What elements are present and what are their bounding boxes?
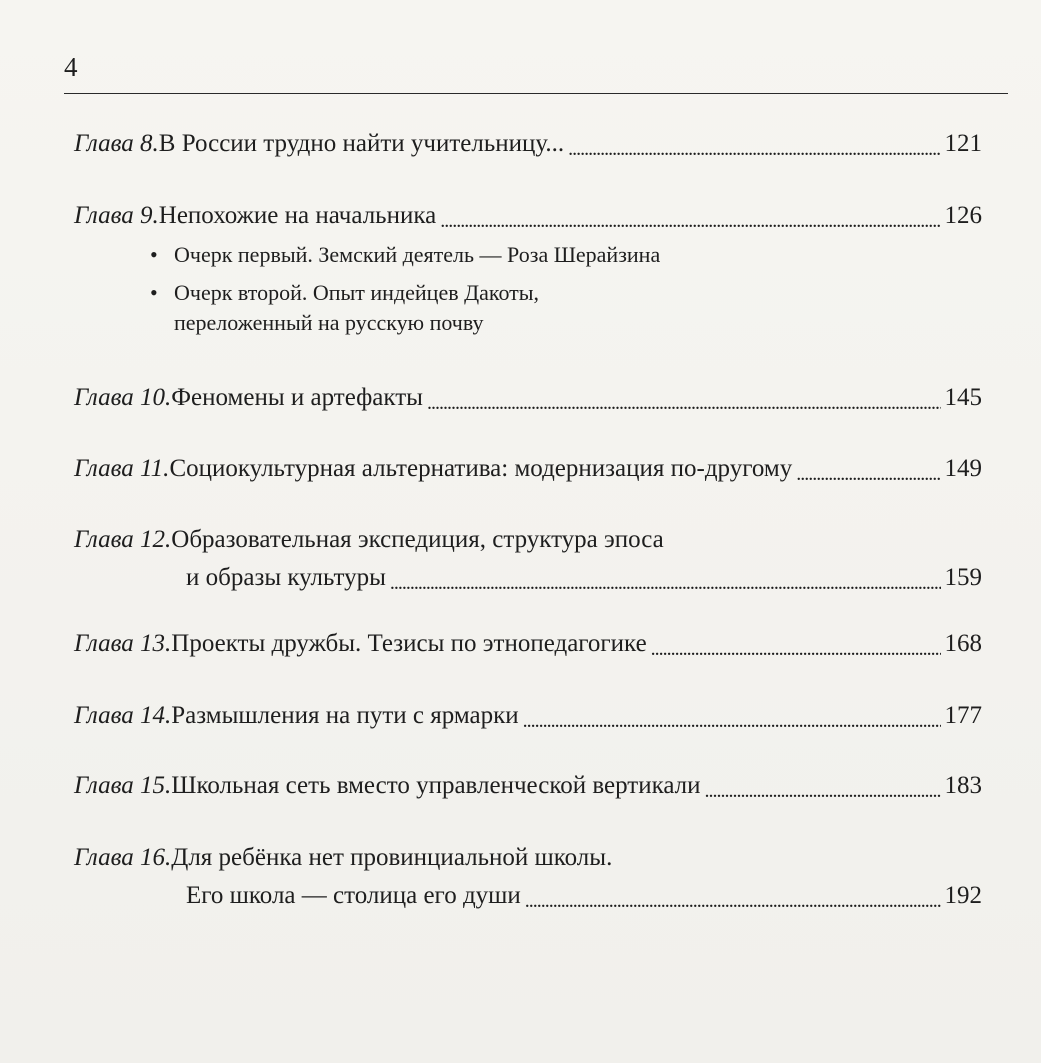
toc-entry-chapter-10 [74, 380, 982, 416]
chapter-label: Глава 12. [74, 526, 172, 553]
chapter-title-continued: Его школа — столица его души [186, 882, 521, 909]
chapter-title: Школьная сеть вместо управленческой вертикали [171, 772, 701, 799]
dot-leader [427, 391, 941, 416]
chapter-label: Глава 14. [74, 702, 172, 729]
chapter-label: Глава 16. [74, 844, 172, 871]
page-ref: 145 [944, 384, 982, 411]
page-ref: 192 [944, 882, 982, 909]
page-ref: 168 [944, 630, 982, 657]
chapter-label: Глава 13. [74, 630, 172, 657]
chapter-title: Образовательная экспедиция, структура эпоса [171, 526, 664, 553]
dot-leader [390, 571, 941, 596]
toc-entry-chapter-14 [74, 698, 982, 734]
toc-entry-chapter-13 [74, 626, 982, 662]
toc-entry-chapter-11 [74, 451, 982, 487]
page-ref: 177 [944, 702, 982, 729]
bullet-marker: • [150, 242, 158, 267]
chapter-label: Глава 8. [74, 130, 159, 157]
chapter-title: Непохожие на начальника [158, 202, 437, 229]
toc-entry-chapter-8 [74, 126, 982, 162]
list-item [150, 240, 970, 270]
dot-leader [523, 709, 941, 734]
dot-leader [651, 637, 941, 662]
chapter-title: Для ребёнка нет провинциальной школы. [171, 844, 613, 871]
toc-entry-chapter-16 [74, 840, 982, 914]
page-ref: 183 [944, 772, 982, 799]
subitem-text: Очерк первый. Земский деятель — Роза Шерайзина [174, 242, 661, 267]
chapter-title-continued: и образы культуры [186, 564, 386, 591]
chapter-label: Глава 11. [74, 455, 170, 482]
toc-entry-chapter-9 [74, 198, 982, 234]
dot-leader [796, 462, 940, 487]
dot-leader [440, 209, 940, 234]
dot-leader [705, 779, 941, 804]
page-number: 4 [64, 52, 78, 82]
chapter-title: Размышления на пути с ярмарки [171, 702, 519, 729]
chapter-label: Глава 10. [74, 384, 172, 411]
chapter-title: Проекты дружбы. Тезисы по этнопедагогике [171, 630, 647, 657]
chapter-9-subitems [150, 240, 970, 346]
page-ref: 149 [944, 455, 982, 482]
bullet-marker: • [150, 280, 158, 305]
chapter-title: Социокультурная альтернатива: модернизация по-другому [169, 455, 793, 482]
chapter-label: Глава 15. [74, 772, 172, 799]
page-ref: 159 [944, 564, 982, 591]
toc-entry-chapter-12 [74, 522, 982, 596]
page-ref: 126 [944, 202, 982, 229]
list-item [150, 278, 970, 338]
subitem-text: Очерк второй. Опыт индейцев Дакоты, [174, 280, 540, 305]
chapter-title: Феномены и артефакты [171, 384, 423, 411]
page-ref: 121 [944, 130, 982, 157]
header-rule [64, 93, 1008, 94]
toc-entry-chapter-15 [74, 768, 982, 804]
subitem-text: переложенный на русскую почву [174, 310, 484, 335]
dot-leader [525, 889, 941, 914]
chapter-title: В России трудно найти учительницу... [158, 130, 565, 157]
chapter-label: Глава 9. [74, 202, 159, 229]
dot-leader [568, 137, 940, 162]
